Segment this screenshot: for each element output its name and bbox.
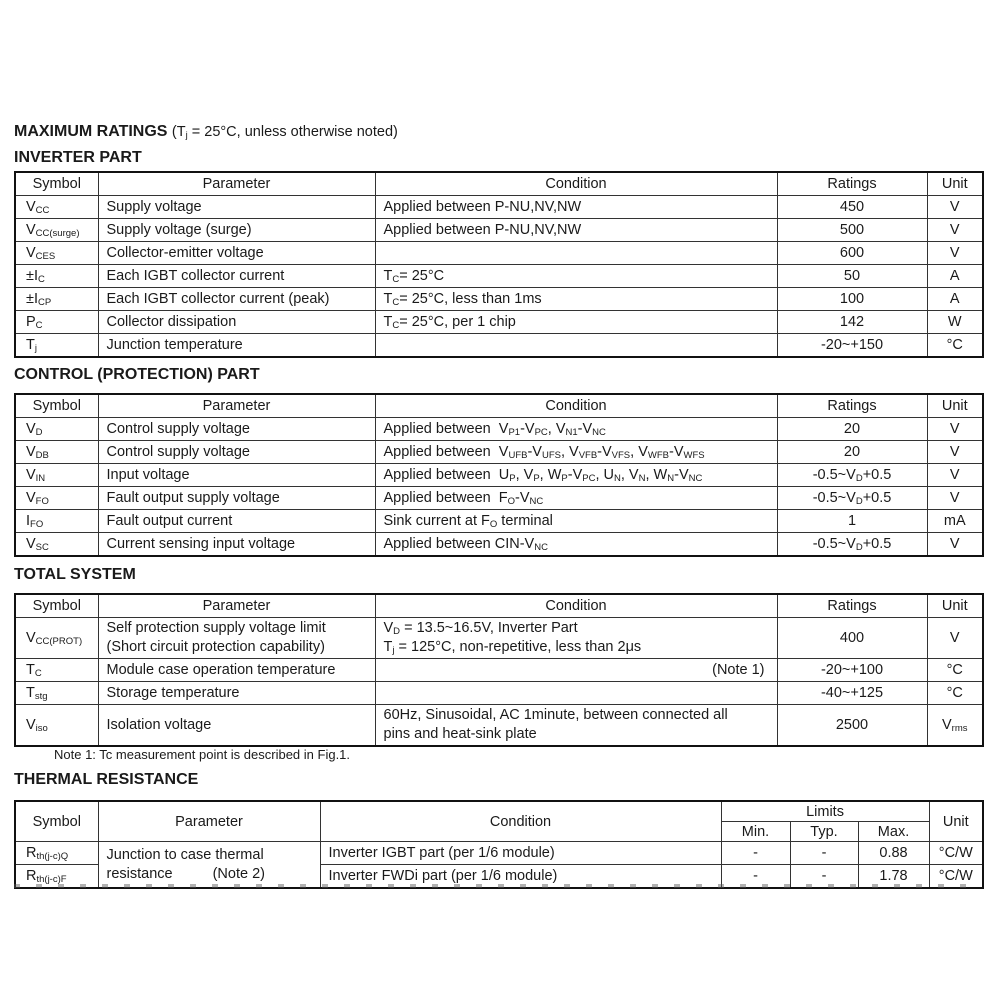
parameter-cell: Each IGBT collector current — [98, 265, 375, 288]
rating-cell: 2500 — [777, 705, 927, 747]
rating-cell: 142 — [777, 311, 927, 334]
rating-cell: 450 — [777, 196, 927, 219]
condition-cell: $T_C= 25^\circ C$, per 1 chip — [375, 311, 777, 334]
condition-cell: Inverter IGBT part (per 1/6 module) — [320, 842, 721, 865]
parameter-cell: Isolation voltage — [98, 705, 375, 747]
col-condition: Condition — [375, 172, 777, 196]
parameter-cell: Fault output supply voltage — [98, 487, 375, 510]
unit-cell: °C — [927, 334, 983, 358]
parameter-cell: Collector-emitter voltage — [98, 242, 375, 265]
symbol-cell: $V_{CC(surge)}$ — [15, 219, 98, 242]
unit-cell: V — [927, 533, 983, 557]
symbol-cell: $P_C$ — [15, 311, 98, 334]
table-row — [15, 533, 983, 557]
col-typ: Typ. — [790, 822, 858, 842]
rating-cell: 600 — [777, 242, 927, 265]
max-cell: 1.78 — [858, 865, 929, 889]
parameter-cell: Storage temperature — [98, 682, 375, 705]
unit-cell: °C — [927, 682, 983, 705]
unit-cell: V — [927, 196, 983, 219]
col-condition: Condition — [375, 594, 777, 618]
col-min: Min. — [721, 822, 790, 842]
rating-cell: 20 — [777, 441, 927, 464]
condition-cell — [375, 242, 777, 265]
table-row — [15, 334, 983, 358]
condition-cell: Applied between $V_{P1}-V_{PC}$, $V_{N1}-V_{NC}$ — [375, 418, 777, 441]
col-symbol: Symbol — [15, 172, 98, 196]
symbol-cell: $V_D$ — [15, 418, 98, 441]
table-row — [15, 196, 983, 219]
table-header-row — [15, 594, 983, 618]
symbol-cell: $\pm I_{CP}$ — [15, 288, 98, 311]
condition-cell: Applied between P-NU,NV,NW — [375, 196, 777, 219]
table-row — [15, 311, 983, 334]
parameter-cell: Control supply voltage — [98, 418, 375, 441]
rating-cell: 50 — [777, 265, 927, 288]
condition-cell: (Note 1) — [375, 659, 777, 682]
col-parameter: Parameter — [98, 594, 375, 618]
note-1: Note 1: Tc measurement point is described in Fig.1. — [54, 747, 351, 762]
rating-cell: 500 — [777, 219, 927, 242]
unit-cell: °C/W — [929, 865, 983, 889]
col-symbol: Symbol — [15, 801, 98, 842]
parameter-cell: Self protection supply voltage limit (Short circuit protection capability) — [98, 618, 375, 659]
control-table — [14, 393, 984, 557]
col-unit: Unit — [927, 394, 983, 418]
rating-cell: -20~+100 — [777, 659, 927, 682]
rating-cell: $-0.5\sim V_D+0.5$ — [777, 487, 927, 510]
table-header-row — [15, 172, 983, 196]
title-condition: ($T_j = 25^\circ C$, unless otherwise noted) — [171, 124, 398, 141]
max-cell: 0.88 — [858, 842, 929, 865]
table-header-row — [15, 801, 983, 822]
condition-cell: $T_C= 25^\circ C$, less than 1ms — [375, 288, 777, 311]
symbol-cell: $R_{th(j-c)Q}$ — [15, 842, 98, 865]
col-ratings: Ratings — [777, 394, 927, 418]
table-row — [15, 265, 983, 288]
rating-cell: 20 — [777, 418, 927, 441]
unit-cell: $V_{rms}$ — [927, 705, 983, 747]
condition-cell: $V_D$ = 13.5~16.5V, Inverter Part $T_j = 125^\circ C$, non-repetitive, less than 2μs — [375, 618, 777, 659]
parameter-cell: Supply voltage (surge) — [98, 219, 375, 242]
page-title — [14, 123, 398, 141]
symbol-cell: $T_j$ — [15, 334, 98, 358]
total-table — [14, 593, 984, 747]
parameter-cell: Module case operation temperature — [98, 659, 375, 682]
typ-cell: - — [790, 865, 858, 889]
unit-cell: °C/W — [929, 842, 983, 865]
col-symbol: Symbol — [15, 594, 98, 618]
rating-cell: -40~+125 — [777, 682, 927, 705]
symbol-cell: $R_{th(j-c)F}$ — [15, 865, 98, 889]
unit-cell: V — [927, 418, 983, 441]
unit-cell: A — [927, 288, 983, 311]
parameter-cell: Current sensing input voltage — [98, 533, 375, 557]
symbol-cell: $V_{iso}$ — [15, 705, 98, 747]
table-row — [15, 842, 983, 865]
condition-cell: Applied between $V_{UFB}-V_{UFS}$, $V_{VFB}-V_{VFS}$, $V_{WFB}-V_{WFS}$ — [375, 441, 777, 464]
symbol-cell: $V_{SC}$ — [15, 533, 98, 557]
condition-cell: Inverter FWDi part (per 1/6 module) — [320, 865, 721, 889]
cropped-text-fragment — [14, 884, 982, 888]
min-cell: - — [721, 842, 790, 865]
unit-cell: V — [927, 487, 983, 510]
symbol-cell: $V_{DB}$ — [15, 441, 98, 464]
unit-cell: °C — [927, 659, 983, 682]
col-unit: Unit — [929, 801, 983, 842]
section-title-total: TOTAL SYSTEM — [14, 566, 136, 583]
table-row — [15, 441, 983, 464]
section-title-inverter: INVERTER PART — [14, 149, 142, 166]
col-max: Max. — [858, 822, 929, 842]
condition-cell: Applied between P-NU,NV,NW — [375, 219, 777, 242]
col-symbol: Symbol — [15, 394, 98, 418]
unit-cell: V — [927, 242, 983, 265]
min-cell: - — [721, 865, 790, 889]
symbol-cell: $I_{FO}$ — [15, 510, 98, 533]
rating-cell: $-0.5\sim V_D+0.5$ — [777, 533, 927, 557]
rating-cell: 1 — [777, 510, 927, 533]
col-condition: Condition — [375, 394, 777, 418]
condition-cell: 60Hz, Sinusoidal, AC 1minute, between connected all pins and heat-sink plate — [375, 705, 777, 747]
col-unit: Unit — [927, 172, 983, 196]
rating-cell: 100 — [777, 288, 927, 311]
condition-cell: Sink current at $F_O$ terminal — [375, 510, 777, 533]
rating-cell: -20~+150 — [777, 334, 927, 358]
unit-cell: V — [927, 219, 983, 242]
table-header-row — [15, 394, 983, 418]
condition-cell — [375, 682, 777, 705]
title-text: MAXIMUM RATINGS — [14, 123, 168, 140]
table-row — [15, 682, 983, 705]
col-unit: Unit — [927, 594, 983, 618]
symbol-cell: $V_{CC}$ — [15, 196, 98, 219]
parameter-cell: Fault output current — [98, 510, 375, 533]
condition-cell: $T_C= 25^\circ C$ — [375, 265, 777, 288]
parameter-cell: Input voltage — [98, 464, 375, 487]
table-row — [15, 464, 983, 487]
typ-cell: - — [790, 842, 858, 865]
condition-cell: Applied between CIN-$V_{NC}$ — [375, 533, 777, 557]
condition-cell: Applied between $U_P$, $V_P$, $W_P-V_{PC}$, $U_N$, $V_N$, $W_N-V_{NC}$ — [375, 464, 777, 487]
col-parameter: Parameter — [98, 394, 375, 418]
unit-cell: W — [927, 311, 983, 334]
unit-cell: mA — [927, 510, 983, 533]
parameter-cell: Junction temperature — [98, 334, 375, 358]
unit-cell: V — [927, 464, 983, 487]
rating-cell: $-0.5\sim V_D+0.5$ — [777, 464, 927, 487]
parameter-cell: Control supply voltage — [98, 441, 375, 464]
rating-cell: 400 — [777, 618, 927, 659]
note-2-ref: (Note 2) — [212, 865, 265, 882]
symbol-cell: $V_{IN}$ — [15, 464, 98, 487]
condition-cell — [375, 334, 777, 358]
unit-cell: A — [927, 265, 983, 288]
table-row — [15, 242, 983, 265]
parameter-cell: Collector dissipation — [98, 311, 375, 334]
section-title-control: CONTROL (PROTECTION) PART — [14, 366, 260, 383]
col-parameter: Parameter — [98, 172, 375, 196]
symbol-cell: $V_{CES}$ — [15, 242, 98, 265]
symbol-cell: $T_{stg}$ — [15, 682, 98, 705]
parameter-cell: Supply voltage — [98, 196, 375, 219]
section-title-thermal: THERMAL RESISTANCE — [14, 771, 199, 788]
unit-cell: V — [927, 618, 983, 659]
symbol-cell: $V_{FO}$ — [15, 487, 98, 510]
table-row — [15, 418, 983, 441]
col-parameter: Parameter — [98, 801, 320, 842]
col-condition: Condition — [320, 801, 721, 842]
table-row — [15, 659, 983, 682]
symbol-cell: $V_{CC(PROT)}$ — [15, 618, 98, 659]
thermal-table — [14, 800, 984, 889]
symbol-cell: $\pm I_C$ — [15, 265, 98, 288]
table-row — [15, 487, 983, 510]
symbol-cell: $T_C$ — [15, 659, 98, 682]
table-row — [15, 510, 983, 533]
table-row — [15, 618, 983, 659]
col-ratings: Ratings — [777, 172, 927, 196]
unit-cell: V — [927, 441, 983, 464]
table-row — [15, 288, 983, 311]
table-row — [15, 219, 983, 242]
parameter-cell: Junction to case thermal resistance (Note 2) — [98, 842, 320, 889]
table-row — [15, 705, 983, 747]
parameter-cell: Each IGBT collector current (peak) — [98, 288, 375, 311]
condition-cell: Applied between $F_O-V_{NC}$ — [375, 487, 777, 510]
col-ratings: Ratings — [777, 594, 927, 618]
col-limits: Limits — [721, 801, 929, 822]
inverter-table — [14, 171, 984, 358]
